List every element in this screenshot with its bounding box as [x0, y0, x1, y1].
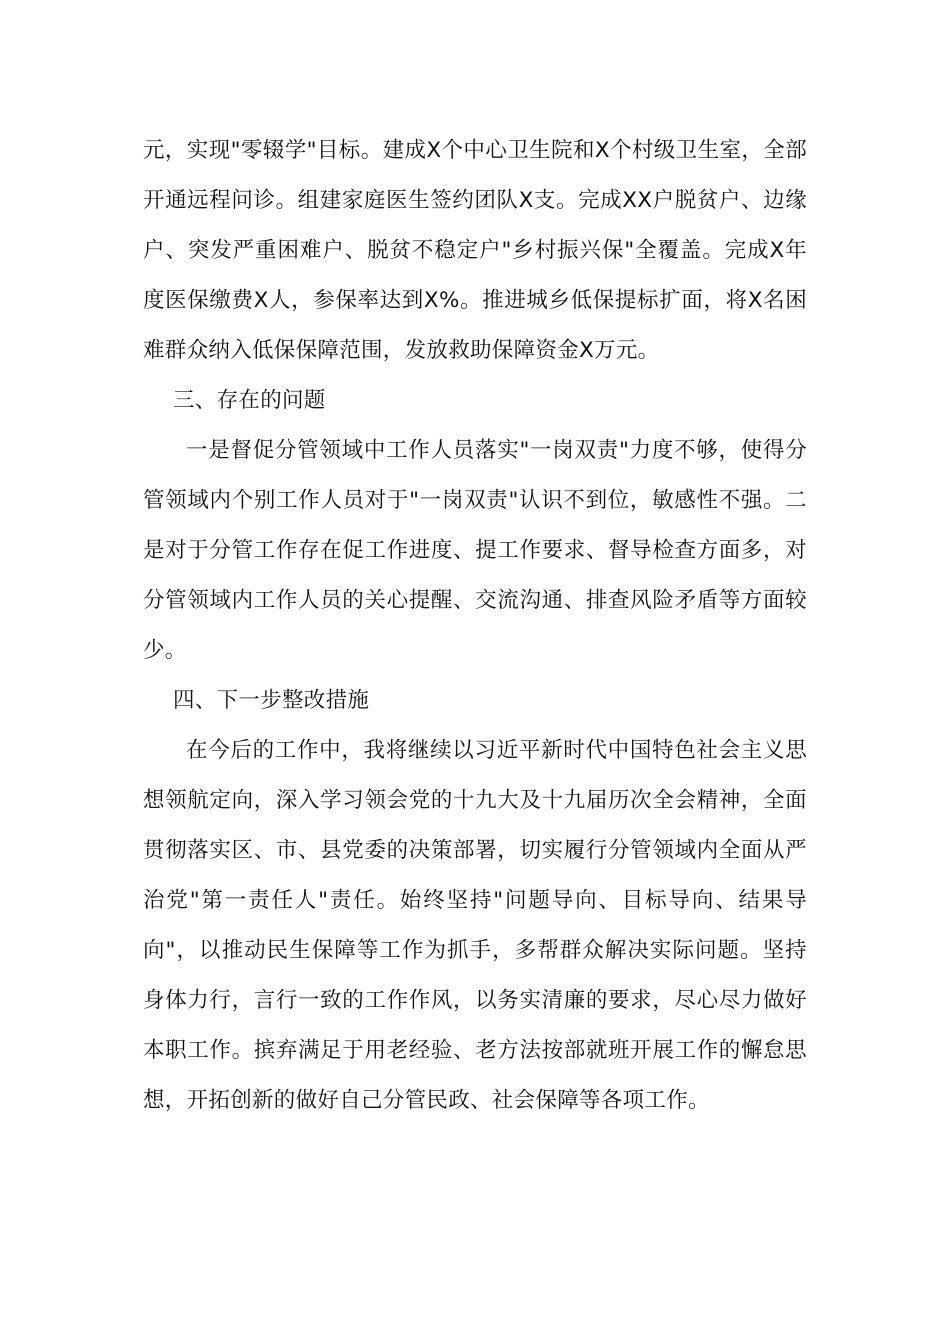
section-three-body: 一是督促分管领域中工作人员落实"一岗双责"力度不够，使得分管领域内个别工作人员对于"一岗双责"认识不到位，敏感性不强。二是对于分管工作存在促工作进度、提工作要求、督导检查方面多，对分管领域内工作人员的关心提醒、交流沟通、排查风险矛盾等方面较少。 [143, 438, 807, 663]
section-four-body: 在今后的工作中，我将继续以习近平新时代中国特色社会主义思想领航定向，深入学习领会党的十九大及十九届历次全会精神，全面贯彻落实区、市、县党委的决策部署，切实履行分管领域内全面从严治党"第一责任人"责任。始终坚持"问题导向、目标导向、结果导向"，以推动民生保障等工作为抓手，多帮群众解决实际问题。坚持身体力行，言行一致的工作作风，以务实清廉的要求，尽心尽力做好本职工作。摈弃满足于用老经验、老方法按部就班开展工作的懈怠思想，开拓创新的做好自己分管民政、社会保障等各项工作。 [143, 738, 807, 1113]
document-body [143, 126, 807, 1126]
section-four-heading: 四、下一步整改措施 [173, 688, 370, 713]
paragraph-continued: 元，实现"零辍学"目标。建成X个中心卫生院和X个村级卫生室，全部开通远程问诊。组建家庭医生签约团队X支。完成XX户脱贫户、边缘户、突发严重困难户、脱贫不稳定户"乡村振兴保"全覆盖。完成X年度医保缴费X人，参保率达到X%。推进城乡低保提标扩面，将X名困难群众纳入低保保障范围，发放救助保障资金X万元。 [143, 138, 807, 363]
section-three-heading: 三、存在的问题 [173, 388, 326, 413]
